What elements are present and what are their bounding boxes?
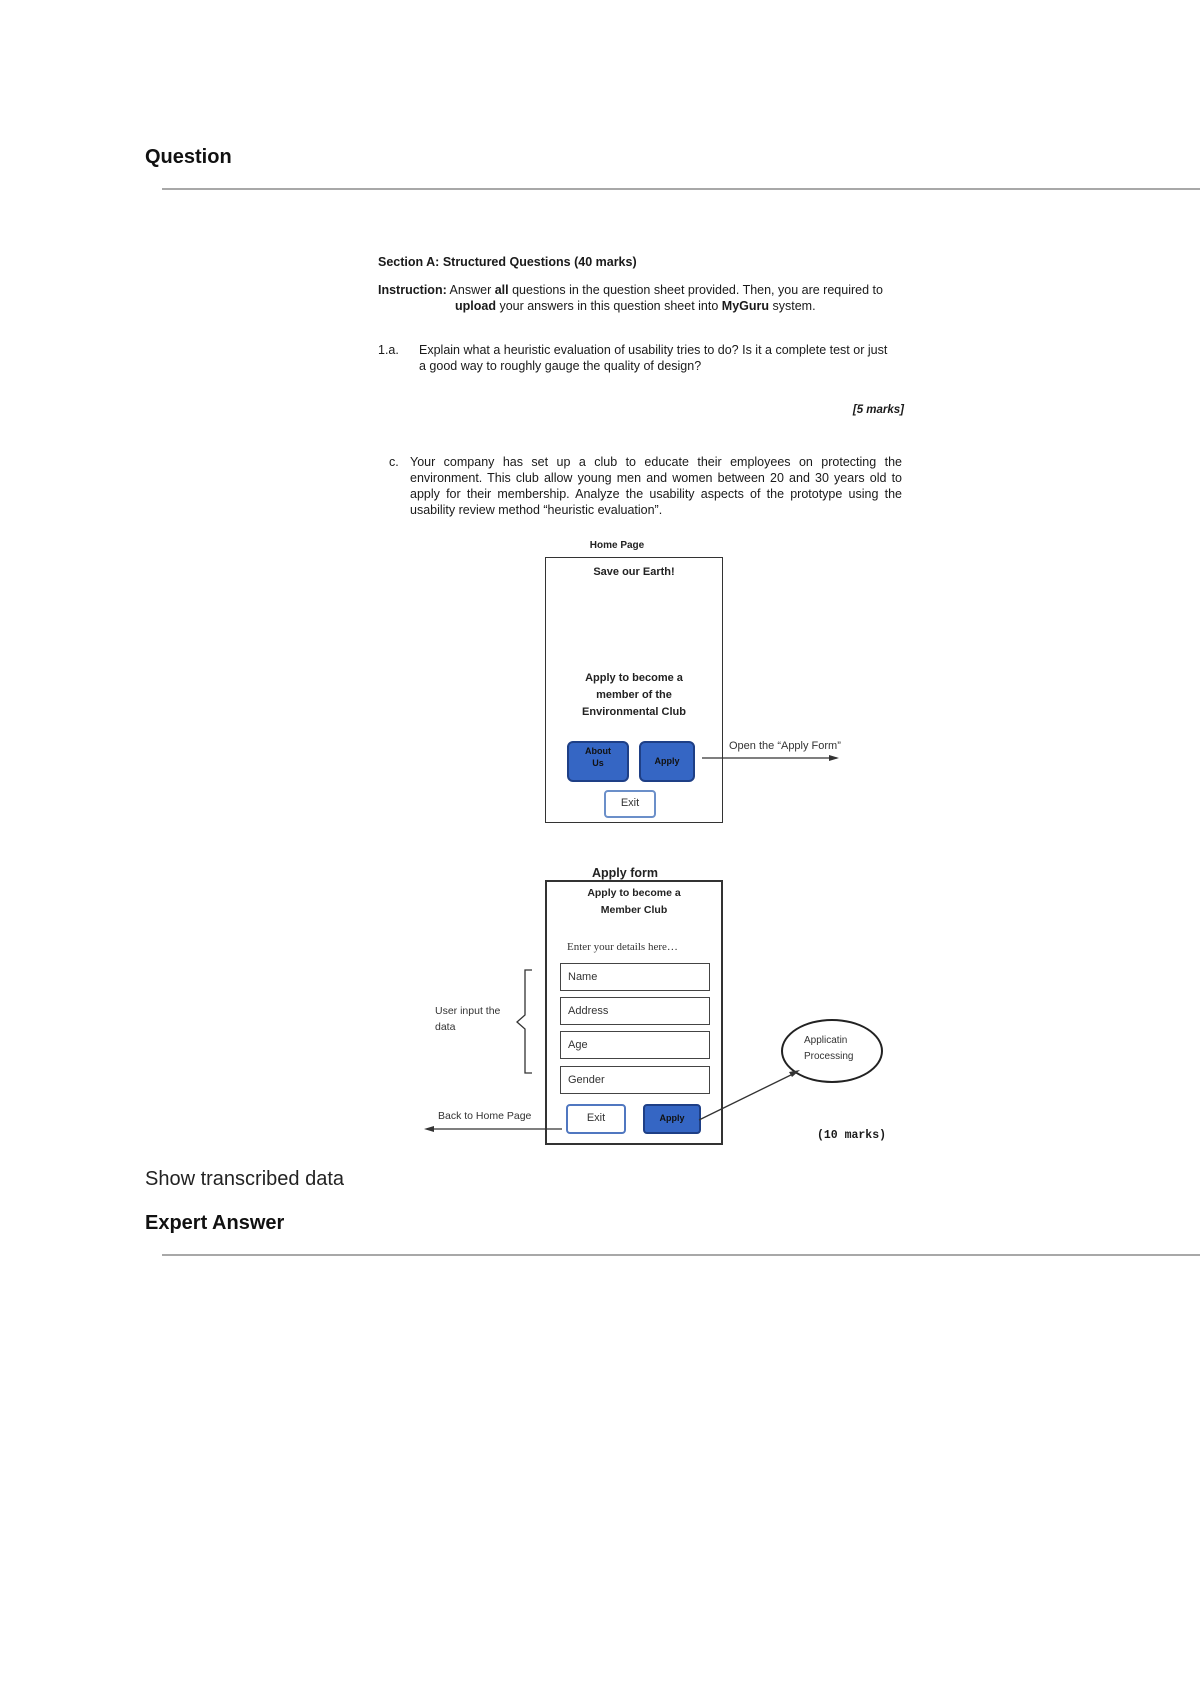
question-c-letter: c. [389, 455, 399, 469]
question-1a-line-2: a good way to roughly gauge the quality of design? [419, 359, 702, 373]
instruction-upload: upload [455, 299, 496, 313]
home-page-line-2: member of the [596, 689, 672, 701]
question-sheet [377, 250, 902, 1150]
back-to-home-note: Back to Home Page [438, 1110, 532, 1122]
apply-form-title-2: Member Club [600, 904, 668, 916]
input-brace [517, 970, 532, 1073]
instruction-text-3: your answers in this question sheet into [495, 299, 722, 313]
question-1a-line-1: Explain what a heuristic evaluation of usability tries to do? Is it a complete test or just [419, 343, 888, 357]
about-us-label-1: About [585, 746, 611, 756]
details-hint: Enter your details here… [567, 941, 678, 953]
instruction-myguru: MyGuru [721, 299, 770, 313]
expert-answer-divider [162, 1254, 1200, 1256]
section-title: Section A: Structured Questions (40 marks) [378, 255, 637, 269]
home-page-caption: Home Page [589, 540, 645, 551]
name-field[interactable]: Name [560, 963, 710, 991]
open-apply-form-note: Open the “Apply Form” [729, 740, 841, 752]
user-input-note-1: User input the [435, 1005, 501, 1017]
expert-answer-heading: Expert Answer [145, 1212, 285, 1234]
processing-arrow-line [699, 1072, 797, 1120]
show-transcribed-link[interactable]: Show transcribed data [145, 1168, 345, 1190]
processing-line-2: Processing [804, 1051, 854, 1062]
question-1a-number: 1.a. [378, 343, 399, 357]
processing-line-1: Applicatin [804, 1035, 848, 1046]
instruction-text-4: system. [769, 299, 816, 313]
back-arrowhead [424, 1126, 434, 1132]
apply-form-caption: Apply form [592, 866, 658, 880]
gender-field[interactable]: Gender [560, 1066, 710, 1094]
apply-form-title-1: Apply to become a [587, 887, 681, 899]
form-apply-button[interactable]: Apply [643, 1104, 701, 1134]
instruction-text-2: questions in the question sheet provided. Then, you are required to [508, 283, 883, 297]
home-page-title: Save our Earth! [593, 566, 675, 578]
question-1a-marks: [5 marks] [852, 404, 904, 416]
instruction-label: Instruction: [378, 283, 447, 297]
instruction-text: Answer [449, 283, 495, 297]
question-divider [162, 188, 1200, 190]
about-us-label-2: Us [592, 758, 604, 768]
question-heading: Question [145, 146, 232, 168]
apply-form-marks: (10 marks) [817, 1129, 887, 1142]
home-page-line-1: Apply to become a [585, 672, 683, 684]
processing-arrowhead [789, 1070, 800, 1077]
home-page-line-3: Environmental Club [582, 706, 686, 718]
home-exit-button[interactable]: Exit [604, 790, 656, 818]
home-apply-button[interactable]: Apply [639, 741, 695, 782]
age-field[interactable]: Age [560, 1031, 710, 1059]
form-exit-button[interactable]: Exit [566, 1104, 626, 1134]
address-field[interactable]: Address [560, 997, 710, 1025]
diagram-connectors [377, 250, 902, 1150]
instruction-all: all [494, 283, 509, 297]
open-form-arrowhead [829, 755, 839, 761]
user-input-note-2: data [435, 1021, 456, 1033]
question-c-text: Your company has set up a club to educate their employees on protecting the environment. This club allow young men and women between 20 and 30 years old to apply for their membership. Analyze the usability aspects of the prototype using the usability review method “heuristic evaluation”. [410, 455, 902, 517]
